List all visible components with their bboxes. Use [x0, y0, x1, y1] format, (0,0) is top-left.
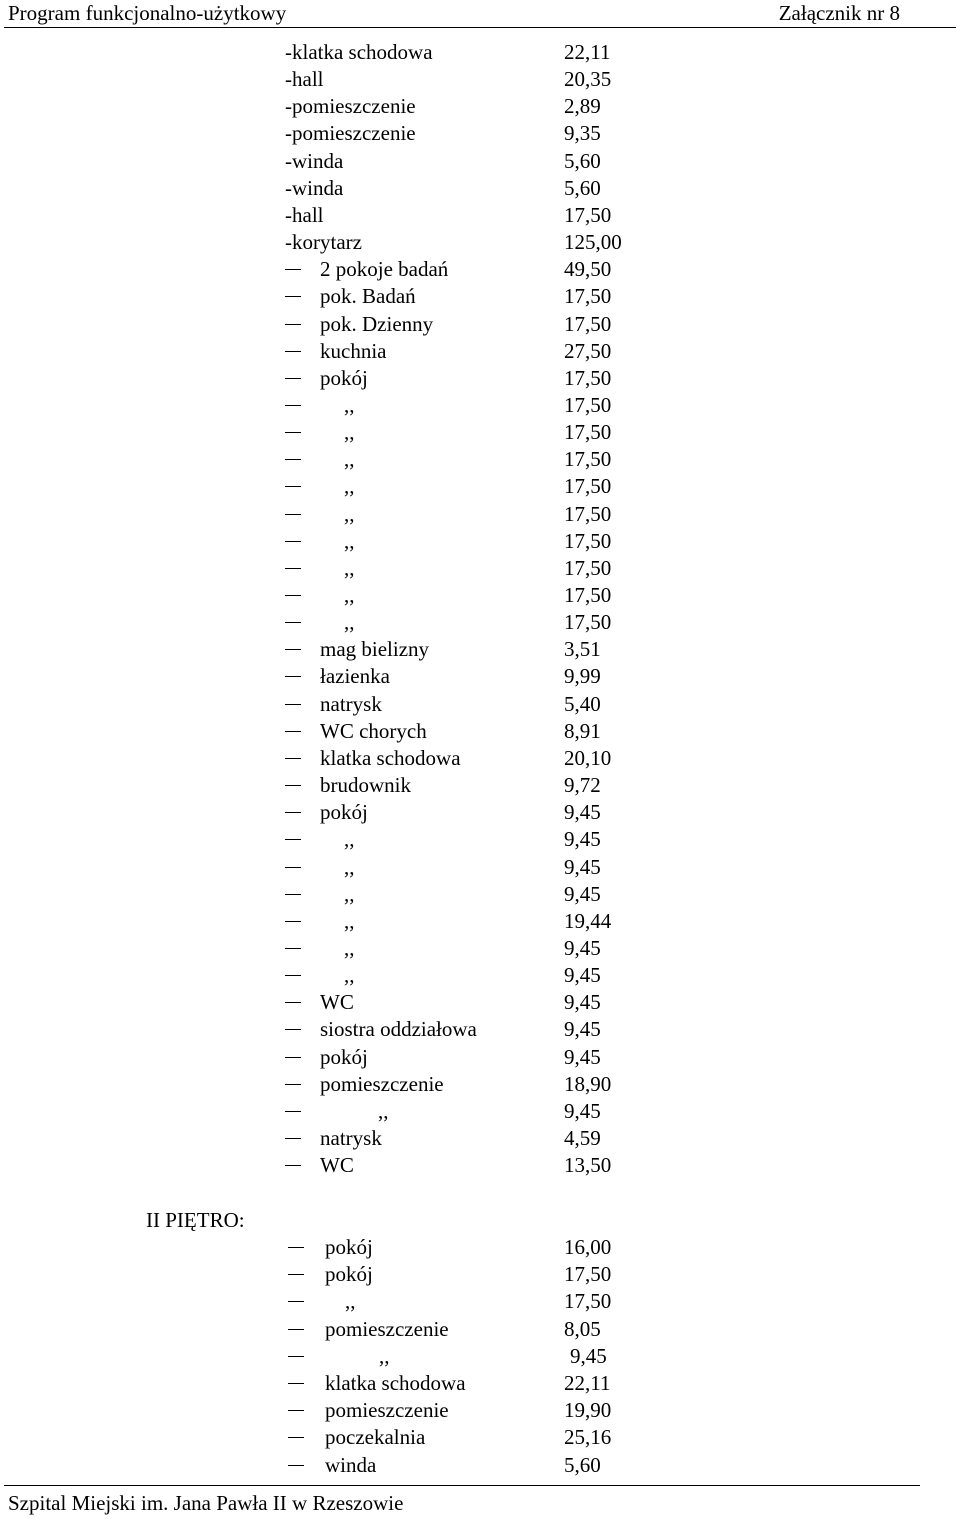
dash-bullet: [285, 1138, 301, 1139]
dash-bullet: [288, 1301, 304, 1302]
room-name: ,,: [344, 827, 355, 852]
list-item: [0, 636, 960, 663]
list-item: [0, 419, 960, 446]
room-name: ,,: [344, 908, 355, 933]
room-area: 9,45: [564, 1098, 601, 1123]
room-area: 17,50: [564, 202, 612, 227]
dash-bullet: [285, 486, 301, 487]
dash-bullet: [285, 595, 301, 596]
room-area: 125,00: [564, 230, 622, 255]
dash-bullet: [288, 1465, 304, 1466]
dash-bullet: [288, 1383, 304, 1384]
list-item: [0, 718, 960, 745]
room-area: 9,45: [564, 854, 601, 879]
page-footer: [4, 1485, 920, 1516]
room-area: 5,60: [564, 148, 601, 173]
dash-bullet: [285, 378, 301, 379]
list-item: [0, 1234, 960, 1261]
page-header: [4, 0, 956, 28]
list-item: [0, 854, 960, 881]
list-item: [0, 93, 960, 120]
room-name: pomieszczenie: [325, 1398, 449, 1423]
dash-bullet: [285, 731, 301, 732]
room-name: mag bielizny: [320, 637, 430, 662]
room-area: 16,00: [564, 1235, 612, 1259]
room-name: pok. Badań: [320, 284, 416, 309]
list-item: [0, 446, 960, 473]
dash-bullet: [285, 1165, 301, 1166]
dash-bullet: [285, 1084, 301, 1085]
room-name: ,,: [378, 1098, 389, 1123]
dash-bullet: [285, 351, 301, 352]
list-item: [0, 175, 960, 202]
room-name: ,,: [344, 555, 355, 580]
list-item: [0, 1016, 960, 1043]
list-item: [0, 202, 960, 229]
room-area: 9,45: [564, 990, 601, 1015]
room-area: 17,50: [564, 583, 612, 607]
dash-bullet: [285, 1002, 301, 1003]
room-area: 2,89: [564, 94, 601, 119]
dash-bullet: [285, 1111, 301, 1112]
room-name: pok. Dzienny: [320, 311, 434, 336]
room-area: 5,60: [564, 1452, 601, 1477]
room-name: -hall: [285, 67, 324, 92]
list-item: [0, 528, 960, 555]
room-name: pokój: [320, 1044, 368, 1069]
list-item: [0, 826, 960, 853]
list-item: [0, 120, 960, 147]
room-name: pokój: [325, 1262, 373, 1287]
dash-bullet: [285, 676, 301, 677]
room-name: -pomieszczenie: [285, 121, 416, 146]
room-name: ,,: [344, 935, 355, 960]
dash-bullet: [285, 324, 301, 325]
list-item: [0, 799, 960, 826]
room-area: 9,45: [564, 800, 601, 825]
dash-bullet: [285, 785, 301, 786]
list-item: [0, 39, 960, 66]
room-area: 9,45: [570, 1343, 607, 1368]
room-area: 17,50: [564, 311, 612, 336]
dash-bullet: [285, 459, 301, 460]
dash-bullet: [285, 405, 301, 406]
list-item: [0, 555, 960, 582]
room-area: 17,50: [564, 501, 612, 526]
room-area: 17,50: [564, 447, 612, 472]
room-name: ,,: [344, 963, 355, 988]
room-name: -klatka schodowa: [285, 40, 433, 64]
list-item: [0, 311, 960, 338]
room-area: 17,50: [564, 1262, 612, 1287]
list-item: [0, 881, 960, 908]
room-name: klatka schodowa: [320, 745, 461, 770]
room-name: WC: [320, 990, 354, 1015]
room-name: ,,: [344, 528, 355, 553]
dash-bullet: [285, 867, 301, 868]
dash-bullet: [288, 1356, 304, 1357]
section-label: II PIĘTRO:: [146, 1208, 245, 1232]
list-item: [0, 392, 960, 419]
room-name: ,,: [379, 1343, 390, 1368]
list-item: [0, 1044, 960, 1071]
list-item: [0, 1098, 960, 1125]
dash-bullet: [285, 839, 301, 840]
dash-bullet: [288, 1274, 304, 1275]
list-item: [0, 745, 960, 772]
room-name: natrysk: [320, 691, 382, 716]
room-name: brudownik: [320, 773, 411, 798]
room-area: 8,05: [564, 1316, 601, 1341]
room-area: 19,90: [564, 1398, 612, 1423]
header-title: Program funkcjonalno-użytkowy: [8, 1, 287, 25]
room-area: 5,60: [564, 175, 601, 200]
room-area: 9,99: [564, 664, 601, 689]
room-area: 9,45: [564, 935, 601, 960]
room-name: ,,: [344, 610, 355, 635]
room-area: 3,51: [564, 637, 601, 662]
room-name: WC chorych: [320, 718, 427, 743]
room-name: WC: [320, 1153, 354, 1178]
dash-bullet: [285, 622, 301, 623]
dash-bullet: [288, 1410, 304, 1411]
dash-bullet: [285, 921, 301, 922]
room-name: pokój: [320, 800, 368, 825]
room-area: 22,11: [564, 1371, 611, 1395]
dash-bullet: [288, 1247, 304, 1248]
list-item: [0, 1397, 960, 1424]
dash-bullet: [285, 1029, 301, 1030]
room-area: 17,50: [564, 1289, 612, 1314]
room-area: 17,50: [564, 284, 612, 309]
room-area: 5,40: [564, 691, 601, 716]
list-item: [0, 989, 960, 1016]
list-item: [0, 691, 960, 718]
room-name: pokój: [325, 1235, 373, 1259]
room-area: 20,35: [564, 67, 612, 92]
room-name: łazienka: [320, 664, 390, 689]
room-name: -hall: [285, 202, 324, 227]
room-area: 8,91: [564, 718, 601, 743]
room-area: 9,45: [564, 1017, 601, 1042]
list-item: [0, 935, 960, 962]
room-area: 19,44: [564, 908, 612, 933]
room-area: 9,45: [564, 881, 601, 906]
list-item: [0, 473, 960, 500]
room-area: 27,50: [564, 338, 612, 363]
list-item: [0, 229, 960, 256]
list-item: [0, 148, 960, 175]
room-area: 9,72: [564, 773, 601, 798]
list-item: [0, 1125, 960, 1152]
room-name: ,,: [344, 583, 355, 607]
list-item: [0, 1370, 960, 1397]
room-area: 17,50: [564, 392, 612, 417]
room-name: ,,: [345, 1289, 356, 1314]
room-area: 17,50: [564, 474, 612, 499]
list-item: [0, 1152, 960, 1179]
dash-bullet: [285, 948, 301, 949]
list-item: [0, 609, 960, 636]
dash-bullet: [285, 704, 301, 705]
room-area: 22,11: [564, 40, 611, 64]
list-item: [0, 962, 960, 989]
dash-bullet: [285, 568, 301, 569]
dash-bullet: [285, 269, 301, 270]
room-area: 9,35: [564, 121, 601, 146]
room-name: klatka schodowa: [325, 1371, 466, 1395]
list-item: [0, 1071, 960, 1098]
room-name: -winda: [285, 148, 344, 173]
room-name: ,,: [344, 420, 355, 445]
room-area: 17,50: [564, 555, 612, 580]
list-item: [0, 256, 960, 283]
room-name: pomieszczenie: [325, 1316, 449, 1341]
list-item: [0, 1343, 960, 1370]
room-area: 49,50: [564, 257, 612, 282]
dash-bullet: [285, 514, 301, 515]
dash-bullet: [288, 1437, 304, 1438]
dash-bullet: [288, 1329, 304, 1330]
room-name: -pomieszczenie: [285, 94, 416, 119]
dash-bullet: [285, 432, 301, 433]
list-item: [0, 1424, 960, 1451]
list-item: [0, 663, 960, 690]
room-area: 9,45: [564, 1044, 601, 1069]
room-name: ,,: [344, 501, 355, 526]
room-name: kuchnia: [320, 338, 387, 363]
dash-bullet: [285, 296, 301, 297]
room-name: ,,: [344, 474, 355, 499]
header-attachment: Załącznik nr 8: [778, 1, 900, 25]
room-area: 17,50: [564, 420, 612, 445]
room-name: pomieszczenie: [320, 1071, 444, 1096]
room-name: ,,: [344, 447, 355, 472]
room-name: poczekalnia: [325, 1425, 426, 1450]
room-area: 9,45: [564, 827, 601, 852]
dash-bullet: [285, 541, 301, 542]
room-area: 9,45: [564, 963, 601, 988]
list-item: [0, 1288, 960, 1315]
room-area: 18,90: [564, 1071, 612, 1096]
list-item: [0, 582, 960, 609]
room-area: 17,50: [564, 610, 612, 635]
list-item: [0, 772, 960, 799]
room-name: 2 pokoje badań: [320, 257, 449, 282]
list-item: [0, 365, 960, 392]
dash-bullet: [285, 894, 301, 895]
list-item: [0, 1452, 960, 1479]
room-area: 13,50: [564, 1153, 612, 1178]
list-item: [0, 1261, 960, 1288]
room-name: natrysk: [320, 1126, 382, 1150]
footer-text: Szpital Miejski im. Jana Pawła II w Rzeszowie: [8, 1491, 404, 1515]
dash-bullet: [285, 758, 301, 759]
room-area: 20,10: [564, 745, 612, 770]
room-name: siostra oddziałowa: [320, 1017, 477, 1042]
room-area: 4,59: [564, 1126, 601, 1150]
room-area: 17,50: [564, 528, 612, 553]
room-name: ,,: [344, 854, 355, 879]
room-name: -winda: [285, 175, 344, 200]
room-name: -korytarz: [285, 230, 362, 255]
dash-bullet: [285, 649, 301, 650]
list-item: [0, 1316, 960, 1343]
list-item: [0, 338, 960, 365]
dash-bullet: [285, 975, 301, 976]
list-item: [0, 66, 960, 93]
room-name: winda: [325, 1452, 377, 1477]
list-item: [0, 501, 960, 528]
dash-bullet: [285, 812, 301, 813]
room-name: ,,: [344, 392, 355, 417]
list-item: [0, 908, 960, 935]
room-name: ,,: [344, 881, 355, 906]
room-area: 25,16: [564, 1425, 612, 1450]
room-name: pokój: [320, 365, 368, 390]
room-area: 17,50: [564, 365, 612, 390]
dash-bullet: [285, 1057, 301, 1058]
list-item: [0, 283, 960, 310]
